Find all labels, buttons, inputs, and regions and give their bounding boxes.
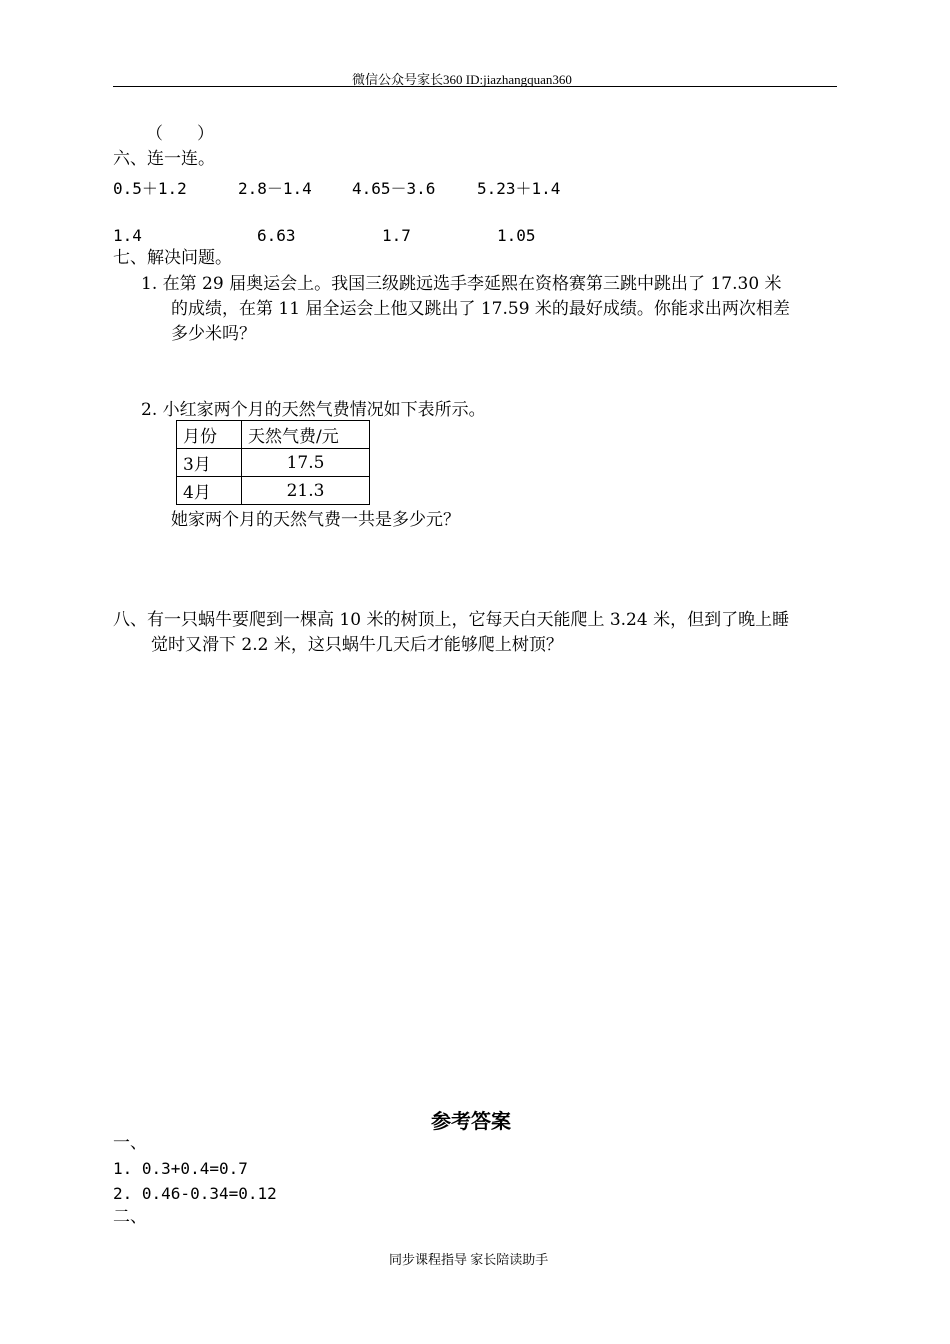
- question1-line2: 的成绩，在第 11 届全运会上他又跳出了 17.59 米的最好成绩。你能求出两次相差: [171, 299, 790, 319]
- answer-3: 1.7: [382, 226, 411, 245]
- answers-title: 参考答案: [431, 1109, 511, 1133]
- expression-1: 0.5＋1.2: [113, 179, 187, 198]
- question2-question: 她家两个月的天然气费一共是多少元？: [171, 510, 460, 530]
- answer-1: 1.4: [113, 226, 142, 245]
- question1-line1: 1. 在第 29 届奥运会上。我国三级跳远选手李延熙在资格赛第三跳中跳出了 17.30 米: [141, 274, 782, 294]
- row2-month: 4月: [177, 477, 242, 505]
- row1-month: 3月: [177, 449, 242, 477]
- section6-title: 六、连一连。: [113, 149, 215, 169]
- answers-part2: 二、: [113, 1207, 147, 1227]
- section8-line2: 觉时又滑下 2.2 米，这只蜗牛几天后才能够爬上树顶？: [151, 635, 563, 655]
- question1-line3: 多少米吗？: [171, 324, 256, 344]
- header-rule: [113, 86, 837, 87]
- expression-4: 5.23＋1.4: [477, 179, 561, 198]
- table-row: [177, 477, 370, 505]
- header-fee: 天然气费/元: [242, 421, 370, 449]
- row2-fee: 21.3: [242, 477, 370, 505]
- answer-4: 1.05: [497, 226, 536, 245]
- expression-3: 4.65－3.6: [352, 179, 436, 198]
- header-month: 月份: [177, 421, 242, 449]
- answer-2: 6.63: [257, 226, 296, 245]
- gas-fee-table: [176, 420, 370, 505]
- answer-line-1: 1. 0.3+0.4=0.7: [113, 1159, 248, 1178]
- table-row: [177, 449, 370, 477]
- row1-fee: 17.5: [242, 449, 370, 477]
- table-header-row: [177, 421, 370, 449]
- question2-intro: 2. 小红家两个月的天然气费情况如下表所示。: [141, 400, 486, 420]
- answer-line-2: 2. 0.46-0.34=0.12: [113, 1184, 277, 1203]
- page-footer: 同步课程指导 家长陪读助手: [389, 1252, 549, 1267]
- expression-2: 2.8－1.4: [238, 179, 312, 198]
- page-header: 微信公众号家长360 ID:jiazhangquan360: [352, 72, 572, 87]
- blank-parentheses: （ ）: [146, 124, 214, 144]
- section8-line1: 八、有一只蜗牛要爬到一棵高 10 米的树顶上，它每天白天能爬上 3.24 米，但到了晚上睡: [113, 610, 790, 630]
- section7-title: 七、解决问题。: [113, 248, 232, 268]
- answers-part1: 一、: [113, 1133, 147, 1153]
